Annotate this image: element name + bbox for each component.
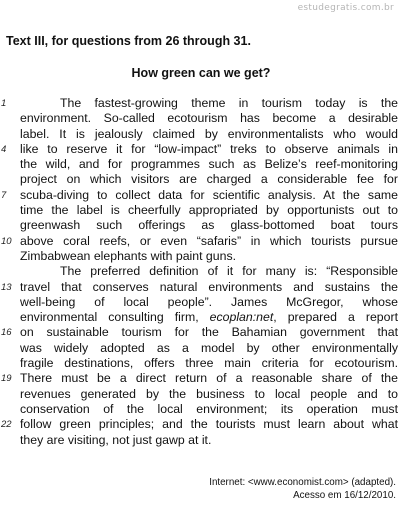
line-text: The preferred definition of it for many is: “Responsible	[60, 264, 398, 279]
text-line	[20, 356, 398, 371]
line-text: There must be a direct return of a reasonable share of the	[20, 371, 398, 386]
line-text: label. It is jealously claimed by environmentalists who would	[20, 126, 398, 141]
line-number: 1	[1, 98, 7, 109]
line-text: greenwash such offerings as glass-bottomed boat tours	[20, 218, 398, 233]
text-line	[20, 218, 398, 233]
line-text: The fastest-growing theme in tourism today is the	[60, 96, 398, 110]
line-text: environmental consulting firm, ecoplan:net, prepared a report	[20, 310, 398, 325]
line-text: well-being of local people”. James McGregor, whose	[20, 294, 398, 309]
section-heading: Text III, for questions from 26 through 31.	[6, 34, 251, 48]
text-line	[1, 325, 398, 340]
text-line	[20, 310, 398, 325]
line-number: 13	[1, 281, 12, 293]
text-line	[20, 203, 398, 218]
line-text: like to reserve it for “low-impact” treks to observe animals in	[20, 141, 398, 156]
line-number: 10	[1, 235, 12, 247]
text-line	[20, 264, 398, 279]
text-line	[1, 371, 398, 386]
text-line	[1, 233, 398, 249]
line-text: was widely adopted as a model by other environmentally	[20, 340, 398, 355]
text-line	[20, 341, 398, 356]
text-line	[20, 402, 398, 417]
text-line	[1, 187, 398, 203]
line-text: travel that conserves natural environments and sustains the	[20, 279, 398, 294]
text-line	[20, 387, 398, 402]
line-number: 19	[1, 373, 12, 385]
site-watermark: estudegratis.com.br	[297, 3, 394, 13]
line-text: revenues generated by the business to local people and to	[20, 386, 398, 401]
line-text: they are visiting, not just gawp at it.	[20, 432, 212, 447]
line-text: above coral reefs, or even “safaris” in which tourists pursue	[20, 233, 398, 248]
line-number: 16	[1, 327, 12, 339]
line-text: Zimbabwean elephants with paint guns.	[20, 248, 237, 263]
citation-access-date: Acesso em 16/12/2010.	[293, 490, 396, 501]
line-text: follow green principles; and the tourists must learn about what	[20, 417, 398, 432]
article-title: How green can we get?	[131, 66, 271, 80]
line-number: 22	[1, 419, 12, 431]
text-line	[20, 172, 398, 187]
line-text: the wild, and for programmes such as Belize’s reef-monitoring	[20, 157, 398, 172]
text-line	[20, 127, 398, 142]
text-line	[20, 433, 398, 448]
text-line	[20, 111, 398, 126]
text-line	[1, 141, 398, 157]
text-line	[20, 157, 398, 172]
citation-source: Internet: <www.economist.com> (adapted).	[209, 477, 396, 488]
line-text: environment. So-called ecotourism has become a desirable	[20, 111, 398, 126]
line-text: on sustainable tourism for the Bahamian government that	[20, 325, 398, 340]
line-text: fragile destinations, offers three main criteria for ecotourism.	[20, 356, 398, 371]
line-text: project on which visitors are charged a considerable fee for	[20, 172, 398, 187]
text-line	[1, 96, 398, 111]
text-line	[1, 417, 398, 432]
line-text: time the label is cheerfully appropriated by opportunists out to	[20, 203, 398, 218]
article-body	[1, 96, 398, 448]
line-text: scuba-diving to collect data for scientific analysis. At the same	[20, 187, 398, 202]
text-line	[20, 295, 398, 310]
line-text: conservation of the local environment; its operation must	[20, 401, 398, 416]
source-citation	[209, 476, 396, 502]
line-number: 7	[1, 189, 7, 201]
text-line	[1, 279, 398, 295]
line-number: 4	[1, 143, 7, 155]
text-line	[20, 249, 398, 264]
